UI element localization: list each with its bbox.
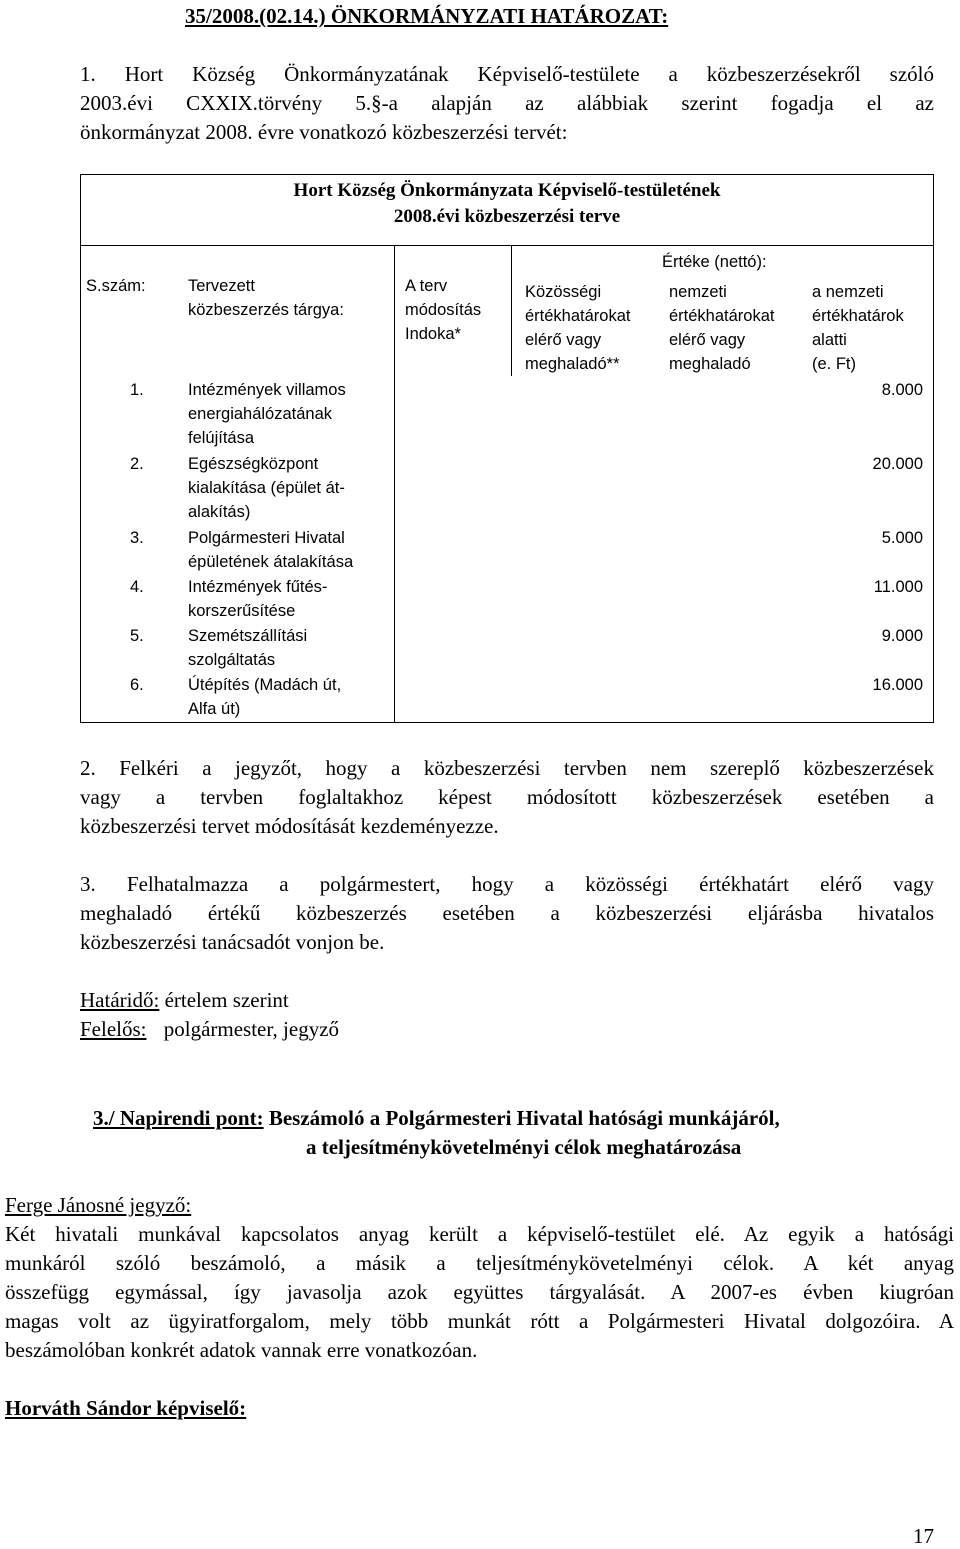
header-below-1: a nemzeti (812, 283, 884, 301)
agenda-line-1 (93, 1104, 780, 1133)
point2-line-2: vagy a tervben foglaltakhoz képest módosított közbeszerzések esetében a (80, 785, 934, 809)
deadline-value: értelem szerint (164, 988, 289, 1012)
row-1-subject-1: Intézmények villamos (188, 381, 346, 399)
speaker2-name: Horváth Sándor képviselő: (5, 1396, 247, 1420)
point3-line-2: meghaladó értékű közbeszerzés esetében a közbeszerzési eljárásba hivatalos (80, 901, 934, 925)
row-5-subject-1: Szemétszállítási (188, 627, 308, 645)
row-2-subject-2: kialakítása (épület át- (188, 479, 345, 497)
row-6-subject-2: Alfa út) (188, 700, 241, 718)
agenda-title-1: Beszámoló a Polgármesteri Hivatal hatósági munkájáról, (268, 1106, 780, 1130)
col-divider-reason (394, 246, 395, 722)
header-subject-2: közbeszerzés tárgya: (188, 301, 344, 319)
point2-line-3: közbeszerzési tervet módosítását kezdeményezze. (80, 814, 499, 838)
speaker1-line-2: munkáról szóló beszámoló, a másik a teljesítménykövetelményi célok. A két anyag (5, 1251, 954, 1275)
header-value-group: Értéke (nettó): (662, 253, 767, 271)
responsible-label: Felelős: (80, 1017, 147, 1041)
point3-line-3: közbeszerzési tanácsadót vonjon be. (80, 930, 385, 954)
agenda-title-2: a teljesítménykövetelményi célok meghatározása (306, 1135, 742, 1159)
point1-line-3: önkormányzat 2008. évre vonatkozó közbeszerzési tervét: (80, 120, 568, 144)
row-2-subject-3: alakítás) (188, 503, 251, 521)
responsible-line (80, 1015, 339, 1044)
row-4-value: 11.000 (873, 578, 923, 596)
row-2-value: 20.000 (872, 455, 923, 473)
row-4-num: 4. (130, 578, 144, 596)
header-national-1: nemzeti (669, 283, 727, 301)
row-3-subject-2: épületének átalakítása (188, 553, 354, 571)
header-sn: S.szám: (86, 277, 146, 295)
point2-line-1: 2. Felkéri a jegyzőt, hogy a közbeszerzési tervben nem szereplő közbeszerzések (80, 756, 934, 780)
plan-table-title-2: 2008.évi közbeszerzési terve (393, 206, 621, 227)
header-national-3: elérő vagy (669, 331, 746, 349)
row-3-value: 5.000 (881, 529, 923, 547)
point1-line-2: 2003.évi CXXIX.törvény 5.§-a alapján az alábbiak szerint fogadja el az (80, 91, 934, 115)
row-2-num: 2. (130, 455, 144, 473)
speaker1-name: Ferge Jánosné jegyző: (5, 1193, 192, 1217)
speaker1-line-5: beszámolóban konkrét adatok vannak erre vonatkozóan. (5, 1338, 478, 1362)
resolution-title: 35/2008.(02.14.) ÖNKORMÁNYZATI HATÁROZAT: (185, 4, 669, 28)
header-below-2: értékhatárok (812, 307, 904, 325)
row-1-value: 8.000 (881, 381, 923, 399)
row-6-value: 16.000 (872, 676, 923, 694)
row-4-subject-2: korszerűsítése (188, 602, 296, 620)
header-subject-1: Tervezett (188, 277, 255, 295)
row-1-num: 1. (130, 381, 144, 399)
header-community-3: elérő vagy (525, 331, 602, 349)
row-3-num: 3. (130, 529, 144, 547)
point3-line-1: 3. Felhatalmazza a polgármestert, hogy a közösségi értékhatárt elérő vagy (80, 872, 934, 896)
row-2-subject-1: Egészségközpont (188, 455, 319, 473)
header-reason-3: Indoka* (405, 325, 461, 343)
col-divider-values (511, 246, 512, 376)
row-5-num: 5. (130, 627, 144, 645)
header-below-4: (e. Ft) (812, 355, 856, 373)
speaker1-line-1: Két hivatali munkával kapcsolatos anyag került a képviselő-testület elé. Az egyik a hatósági (5, 1222, 954, 1246)
row-6-subject-1: Útépítés (Madách út, (188, 676, 342, 694)
row-6-num: 6. (130, 676, 144, 694)
row-1-subject-3: felújítása (188, 429, 255, 447)
row-5-value: 9.000 (881, 627, 923, 645)
row-5-subject-2: szolgáltatás (188, 651, 276, 669)
speaker1-line-4: magas volt az ügyiratforgalom, mely több munkát rótt a Polgármesteri Hivatal dolgozóira. A (5, 1309, 954, 1333)
deadline-line (80, 986, 289, 1015)
row-4-subject-1: Intézmények fűtés- (188, 578, 328, 596)
header-reason-2: módosítás (405, 301, 482, 319)
header-national-2: értékhatárokat (669, 307, 775, 325)
plan-table-title-1: Hort Község Önkormányzata Képviselő-testületének (293, 180, 721, 201)
header-community-4: meghaladó** (525, 355, 620, 373)
header-community-1: Közösségi (525, 283, 602, 301)
header-reason-1: A terv (405, 277, 448, 295)
agenda-label: 3./ Napirendi pont: (93, 1106, 264, 1130)
deadline-label: Határidő: (80, 988, 160, 1012)
header-below-3: alatti (812, 331, 847, 349)
header-community-2: értékhatárokat (525, 307, 631, 325)
row-1-subject-2: energiahálózatának (188, 405, 333, 423)
speaker1-line-3: összefügg egymással, így javasolja azok együttes tárgyalását. A 2007-es évben kiugróan (5, 1280, 954, 1304)
header-national-4: meghaladó (669, 355, 751, 373)
point1-line-1: 1. Hort Község Önkormányzatának Képviselő-testülete a közbeszerzésekről szóló (80, 62, 934, 86)
row-3-subject-1: Polgármesteri Hivatal (188, 529, 345, 547)
page-number: 17 (913, 1524, 934, 1548)
responsible-value: polgármester, jegyző (163, 1017, 340, 1041)
